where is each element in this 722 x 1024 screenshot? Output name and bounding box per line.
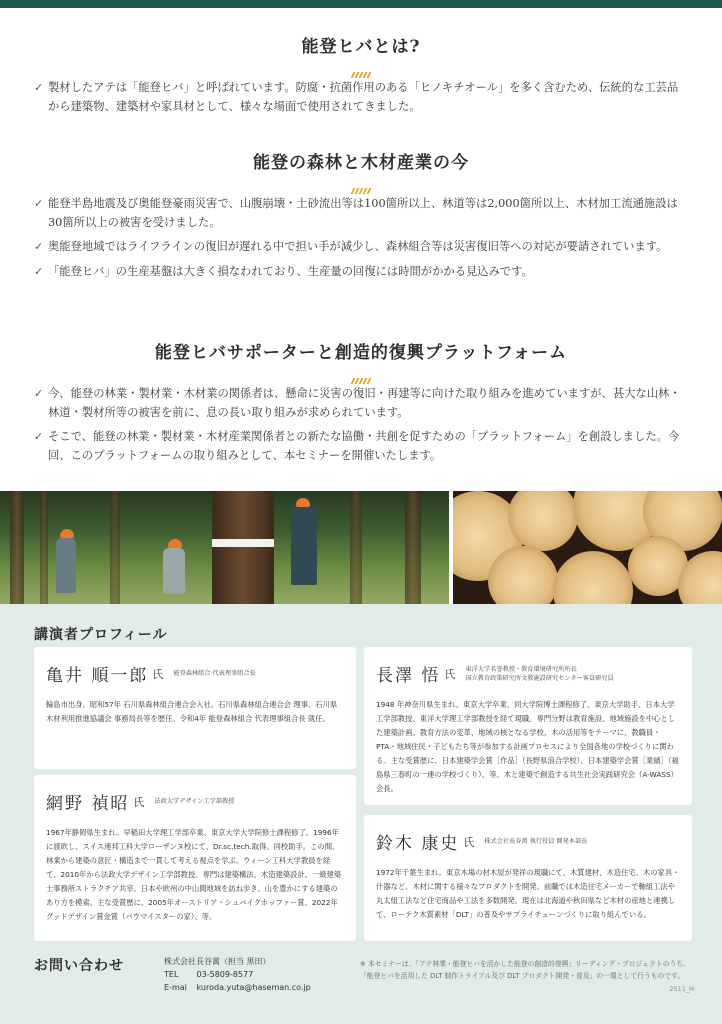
speaker-role: 法政大学デザイン工学部教授 — [154, 798, 235, 805]
bullet-list — [34, 195, 686, 281]
honorific: 氏 — [463, 835, 475, 849]
speaker-card — [364, 815, 692, 941]
list-item: ✓ 「能登ヒバ」の生産基盤は大きく損なわれており、生産量の回復には時間がかかる見込みです。 — [34, 263, 686, 282]
stacked-logs-photo — [453, 491, 722, 604]
list-item: ✓ 今、能登の林業・製材業・木材業の関係者は、懸命に災害の復旧・再建等に向けた取り組みを進めていますが、甚大な山林・林道・製材所等の被害を前に、息の長い取り組みが求められています。 — [34, 387, 681, 419]
email-label: E-mai — [164, 983, 187, 992]
contact-email-row — [164, 981, 311, 994]
speaker-name: 網野 禎昭 — [46, 794, 130, 814]
check-icon: ✓ — [34, 430, 44, 443]
speaker-role: 東洋大学名誉教授・教育環境研究所所長 国立教育政策研究所文教施設研究センター客員研究員 — [465, 665, 614, 682]
title-ornament — [0, 369, 722, 375]
speaker-name: 亀井 順一郎 — [46, 666, 149, 686]
speaker-bio: 1972年千葉生まれ。東京木場の材木屋が発祥の現職にて、木質建材、木造住宅、木の家具・什器など、木材に関する様々なプロダクトを開発。前職では木造住宅メーカーで軸組工法や丸太組工法など住宅商品や工法を多数開発。現在は北海道や秋田県など木材の産地と連携して、ローテク木質素材「DLT」の普及やサプライチェーンづくりに取り組んでいる。 — [376, 868, 680, 919]
honorific: 氏 — [444, 667, 456, 681]
speaker-role: 株式会社長谷萬 執行役員 開発本部長 — [484, 838, 588, 845]
title-ornament — [0, 63, 722, 69]
check-icon: ✓ — [34, 81, 44, 94]
top-accent-bar — [0, 0, 722, 8]
section-title: 能登ヒバサポーターと創造的復興プラットフォーム — [154, 343, 568, 363]
honorific: 氏 — [152, 667, 164, 681]
speaker-role: 能登森林組合 代表理事組合長 — [173, 670, 256, 677]
profiles-heading: 講演者プロフィール — [34, 627, 168, 643]
list-item: ✓ 能登半島地震及び奥能登豪雨災害で、山腹崩壊・土砂流出等は100箇所以上、林道等は2,000箇所以上、木材加工流通施設は30箇所以上の被害を受けました。 — [34, 197, 678, 229]
speaker-bio: 1948 年神奈川県生まれ。東京大学卒業、同大学院博士課程修了、東京大学助手、日本大学工学部教授、東洋大学理工学部教授を経て現職。専門分野は教育施設、地域施設を中心とした建築計画。教育方法の変革、地域の核となる学校、木の活用等をテーマに、教職員・PTA・地域住民・子どもたち等が参加する計画プロセスにより全国各地の学校づくりに関わる。主な受賞歴に、日本建築学会賞［作品］（長野県浪合学校）、日本建築学会賞［業績］（福島県三春町の一連の学校づくり）、等。木と建築で創造する共生社会実践研究会（A-WASS）会長。 — [376, 700, 679, 793]
contact-info — [164, 955, 311, 994]
list-item: ✓ 奥能登地域ではライフラインの復旧が遅れる中で担い手が減少し、森林組合等は災害復旧等への対応が要請されています。 — [34, 238, 686, 257]
speaker-name: 長澤 悟 — [376, 666, 441, 686]
section-forest-industry-now — [0, 148, 722, 287]
check-icon: ✓ — [34, 387, 44, 400]
contact-company: 株式会社長谷萬（担当 黒田） — [164, 957, 271, 966]
contact-heading: お問い合わせ — [34, 958, 124, 974]
speaker-card — [34, 647, 356, 769]
honorific: 氏 — [133, 795, 145, 809]
bullet-list — [34, 385, 686, 465]
tel-label: TEL — [164, 970, 179, 979]
check-icon: ✓ — [34, 197, 44, 210]
list-item: ✓ 製材したアテは「能登ヒバ」と呼ばれています。防腐・抗菌作用のある「ヒノキチオール」を多く含むため、伝統的な工芸品から建築物、建築材や家具材として、様々な場面で使用されてきました。 — [34, 81, 679, 113]
footnote: ※ 本セミナーは、「アテ林業・能登ヒバを活かした能登の創造的復興」リーディング・プロジェクトのうち、「能登ヒバを活用した DLT 制作トライアル及び DLT プロダクト開発・普及」の一環として行うものです。 — [360, 960, 690, 980]
section-supporter-platform — [0, 338, 722, 471]
title-ornament — [0, 179, 722, 185]
bullet-list — [34, 79, 686, 116]
section-about-noto-hiba — [0, 32, 722, 122]
list-item: ✓ そこで、能登の林業・製材業・木材産業関係者との新たな協働・共創を促すための「プラットフォーム」を創設しました。今回、このプラットフォームの取り組みとして、本セミナーを開催いたします。 — [34, 430, 680, 462]
speaker-bio: 輪島市出身。昭和57年 石川県森林組合連合会入社。石川県森林組合連合会 理事、石川県木材利用推進協議会 事務局長等を歴任。令和4年 能登森林組合 代表理事組合長 就任。 — [46, 700, 338, 723]
contact-tel-row — [164, 968, 311, 981]
email-address[interactable]: kuroda.yuta@haseman.co.jp — [196, 983, 311, 992]
speaker-card — [364, 647, 692, 805]
speaker-card — [34, 775, 356, 941]
check-icon: ✓ — [34, 240, 44, 253]
document-code: 2511_H — [669, 985, 694, 993]
speaker-bio: 1967年静岡県生まれ。早稲田大学理工学部卒業、東京大学大学院修士課程修了。1996年に渡欧し、スイス連邦工科大学ローザンヌ校にて、Dr.sc.tech.取得。同校助手。この間、林業から建築の意匠・構造まで一貫して考える視点を学ぶ。ウィーン工科大学教員を経て、2010年から法政大学デザイン工学部教授。専門は建築構法、木造建築設計。一級建築士事務所ストラクチア共宰。日本や欧州の中山間地域を訪ね歩き、山を豊かにする建築のあり方を模索。主な受賞歴に、2005年オーストリア・シュバイクホッファー賞、2022年グッドデザイン賞金賞（パウマイスターの家）、等。 — [46, 828, 342, 921]
tel-number: 03-5809-8577 — [196, 970, 254, 979]
check-icon: ✓ — [34, 264, 44, 278]
section-title: 能登の森林と木材産業の今 — [253, 153, 469, 173]
speaker-name: 鈴木 康史 — [376, 834, 460, 854]
section-title: 能登ヒバとは? — [301, 37, 421, 57]
forest-workers-photo — [0, 491, 449, 604]
